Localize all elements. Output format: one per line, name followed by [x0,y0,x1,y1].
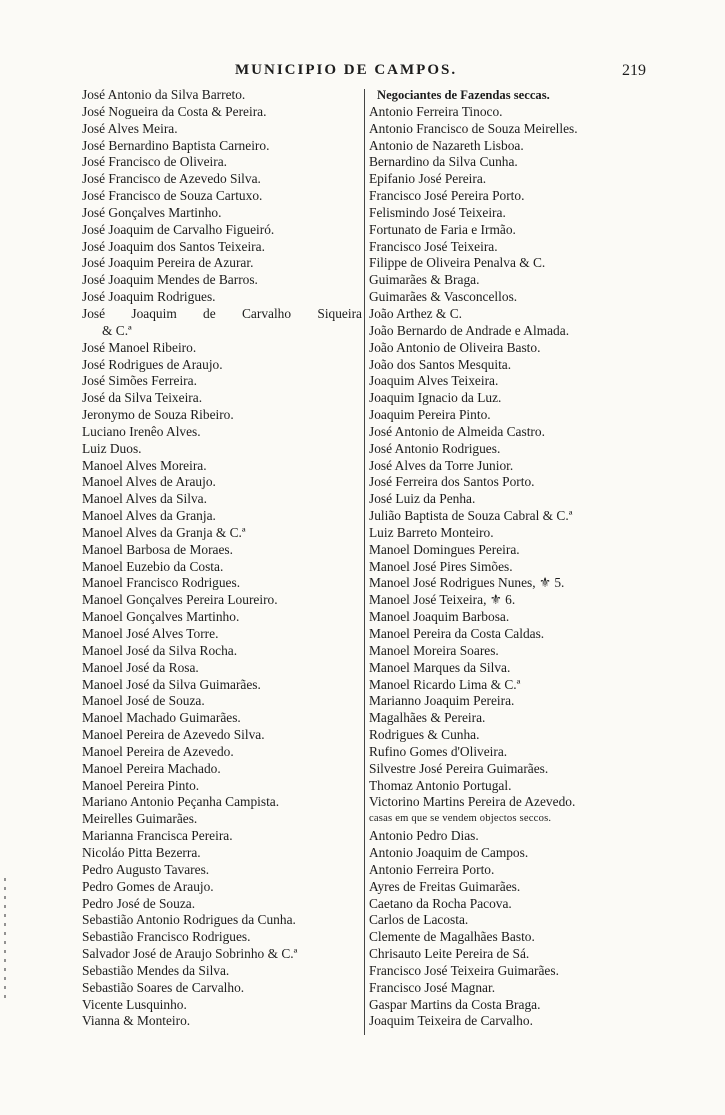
right-list-item: Fortunato de Faria e Irmão. [369,221,516,237]
right-list-item: Thomaz Antonio Portugal. [369,777,512,793]
left-list-item: José Joaquim dos Santos Teixeira. [82,238,265,254]
right-list-item: Manoel Ricardo Lima & C.ª [369,676,521,692]
left-list-item: Manoel José da Silva Guimarães. [82,676,261,692]
right-list-item: Guimarães & Vasconcellos. [369,289,518,305]
left-list-item: Manoel Alves da Granja & C.ª [82,524,246,540]
left-list-item: Manoel Pereira de Azevedo. [82,743,234,759]
left-list-item: Manoel Pereira Pinto. [82,777,200,793]
left-list-item: Nicoláo Pitta Bezerra. [82,844,201,860]
right-list-item: Luiz Barreto Monteiro. [369,524,494,540]
left-list-item: Meirelles Guimarães. [82,811,198,827]
left-list-item: Sebastião Soares de Carvalho. [82,979,245,995]
left-column [82,87,364,1030]
right-list-item: Joaquim Ignacio da Luz. [369,390,502,406]
right-list-item: Rodrigues & Cunha. [369,727,480,743]
right-list-item: Victorino Martins Pereira de Azevedo. [369,794,576,810]
left-list-item: Manoel José da Rosa. [82,659,199,675]
right-list-item: Silvestre José Pereira Guimarães. [369,760,549,776]
left-list-item: Pedro José de Souza. [82,895,196,911]
right-list-item: Francisco José Pereira Porto. [369,188,525,204]
right-list-item: Antonio Pedro Dias. [369,828,479,844]
right-list-item: Francisco José Magnar. [369,979,496,995]
left-list-item: José Nogueira da Costa & Pereira. [82,103,267,119]
right-list-item: Francisco José Teixeira. [369,238,498,254]
right-list-item: Joaquim Pereira Pinto. [369,407,491,423]
left-list-item: José Joaquim de Carvalho Siqueira [82,305,362,321]
left-list-item: Manoel José de Souza. [82,693,205,709]
right-list-item: Joaquim Alves Teixeira. [369,373,499,389]
left-list-item: Luiz Duos. [82,440,142,456]
right-list-item: José Antonio Rodrigues. [369,440,501,456]
right-list-item: Epifanio José Pereira. [369,171,487,187]
left-list-item: José Joaquim Pereira de Azurar. [82,255,254,271]
left-list-item: José Joaquim de Carvalho Figueiró. [82,221,275,237]
left-list-item: Manoel Pereira de Azevedo Silva. [82,727,265,743]
left-list-item: Pedro Gomes de Araujo. [82,878,214,894]
right-list-item: Ayres de Freitas Guimarães. [369,878,521,894]
right-list-item: José Luiz da Penha. [369,491,476,507]
right-list-item: Manoel Marques da Silva. [369,659,511,675]
right-list-item: Magalhães & Pereira. [369,710,486,726]
right-list-item: José Alves da Torre Junior. [369,457,514,473]
right-list-item: Marianno Joaquim Pereira. [369,693,515,709]
left-list-item: Manoel Alves da Silva. [82,491,207,507]
left-list-item: José Rodrigues de Araujo. [82,356,223,372]
left-list-item: Manoel Euzebio da Costa. [82,558,224,574]
right-list-item: Antonio Francisco de Souza Meirelles. [369,120,578,136]
left-list-item: Jeronymo de Souza Ribeiro. [82,407,234,423]
right-list-item: Rufino Gomes d'Oliveira. [369,743,508,759]
right-list-item: Manoel Pereira da Costa Caldas. [369,626,545,641]
left-list-item: Manoel José da Silva Rocha. [82,642,238,658]
right-list-item: José Ferreira dos Santos Porto. [369,474,535,490]
left-list-item: José Francisco de Azevedo Silva. [82,171,261,187]
right-list-item: Manoel Domingues Pereira. [369,541,520,557]
left-list-item: Sebastião Francisco Rodrigues. [82,929,251,945]
right-list-item: Manoel Joaquim Barbosa. [369,609,510,625]
right-list-item: Antonio Ferreira Tinoco. [369,103,503,119]
right-list-item: Manoel José Teixeira, ⚜ 6. [369,592,516,608]
right-list-item: Francisco José Teixeira Guimarães. [369,962,559,978]
left-list-item: José Gonçalves Martinho. [82,204,222,220]
left-list-item: Sebastião Antonio Rodrigues da Cunha. [82,912,296,928]
right-list-item: Julião Baptista de Souza Cabral & C.ª [369,508,573,524]
right-list-item: Joaquim Teixeira de Carvalho. [369,1013,533,1029]
left-list-item: José Joaquim Rodrigues. [82,289,216,305]
left-list-item: Manoel Francisco Rodrigues. [82,575,241,591]
left-list-item: José Francisco de Souza Cartuxo. [82,188,263,204]
left-list-item: José Manoel Ribeiro. [82,339,197,355]
right-list-item: Filippe de Oliveira Penalva & C. [369,255,546,271]
right-list-item: Clemente de Magalhães Basto. [369,929,535,945]
left-list-item: Manoel Gonçalves Pereira Loureiro. [82,592,278,608]
left-list-item: Manoel Machado Guimarães. [82,710,241,726]
left-list-item: Marianna Francisca Pereira. [82,828,233,844]
left-list-item: José Alves Meira. [82,120,178,136]
right-list-item: João Antonio de Oliveira Basto. [369,339,541,355]
left-list-item: Pedro Augusto Tavares. [82,861,210,877]
right-list-item: João dos Santos Mesquita. [369,356,512,372]
right-list-item: Bernardino da Silva Cunha. [369,154,518,170]
right-list-item: casas em que se vendem objectos seccos. [369,813,552,825]
left-list-item: Salvador José de Araujo Sobrinho & C.ª [82,946,298,962]
right-list-item: Gaspar Martins da Costa Braga. [369,996,541,1012]
column-divider [364,89,365,1035]
right-list-item: Antonio de Nazareth Lisboa. [369,137,524,153]
left-list-item: Manoel Alves Moreira. [82,457,207,473]
right-list-item: João Bernardo de Andrade e Almada. [369,322,570,338]
right-list-item: Negociantes de Fazendas seccas. [377,88,550,102]
right-list-item: Manoel José Rodrigues Nunes, ⚜ 5. [369,575,565,591]
left-list-item: José Joaquim Mendes de Barros. [82,272,258,288]
margin-mark [4,878,6,998]
right-list-item: Chrisauto Leite Pereira de Sá. [369,946,530,962]
left-list-item: Vianna & Monteiro. [82,1013,191,1029]
right-list-item: Guimarães & Braga. [369,272,480,288]
left-list-item: José Francisco de Oliveira. [82,154,228,170]
left-list-item: Manoel José Alves Torre. [82,626,219,641]
left-list-item: & C.ª [102,322,132,338]
right-list-item: Manoel José Pires Simões. [369,558,513,574]
right-list-item: Antonio Joaquim de Campos. [369,844,529,860]
right-list-item: Carlos de Lacosta. [369,912,469,928]
left-list-item: José da Silva Teixeira. [82,390,203,406]
left-list-item: Manoel Gonçalves Martinho. [82,609,240,625]
left-list-item: José Simões Ferreira. [82,373,197,389]
right-list-item: José Antonio de Almeida Castro. [369,423,545,439]
left-list-item: Luciano Irenêo Alves. [82,423,201,439]
page-header [0,62,725,84]
left-list-item: Sebastião Mendes da Silva. [82,962,230,978]
right-list-item: Caetano da Rocha Pacova. [369,895,512,911]
right-list-item: Manoel Moreira Soares. [369,642,499,658]
right-list-item: Antonio Ferreira Porto. [369,861,495,877]
page-number: 219 [622,62,646,79]
right-column [369,87,631,1030]
left-list-item: Manoel Pereira Machado. [82,760,221,776]
left-list-item: Mariano Antonio Peçanha Campista. [82,794,280,810]
left-list-item: Manoel Barbosa de Moraes. [82,541,233,557]
left-list-item: Vicente Lusquinho. [82,996,187,1012]
left-list-item: Manoel Alves de Araujo. [82,474,216,490]
page-title: MUNICIPIO DE CAMPOS. [235,62,458,78]
right-list-item: João Arthez & C. [369,305,462,321]
left-list-item: Manoel Alves da Granja. [82,508,216,524]
right-list-item: Felismindo José Teixeira. [369,204,506,220]
left-list-item: José Antonio da Silva Barreto. [82,87,246,102]
left-list-item: José Bernardino Baptista Carneiro. [82,137,270,153]
